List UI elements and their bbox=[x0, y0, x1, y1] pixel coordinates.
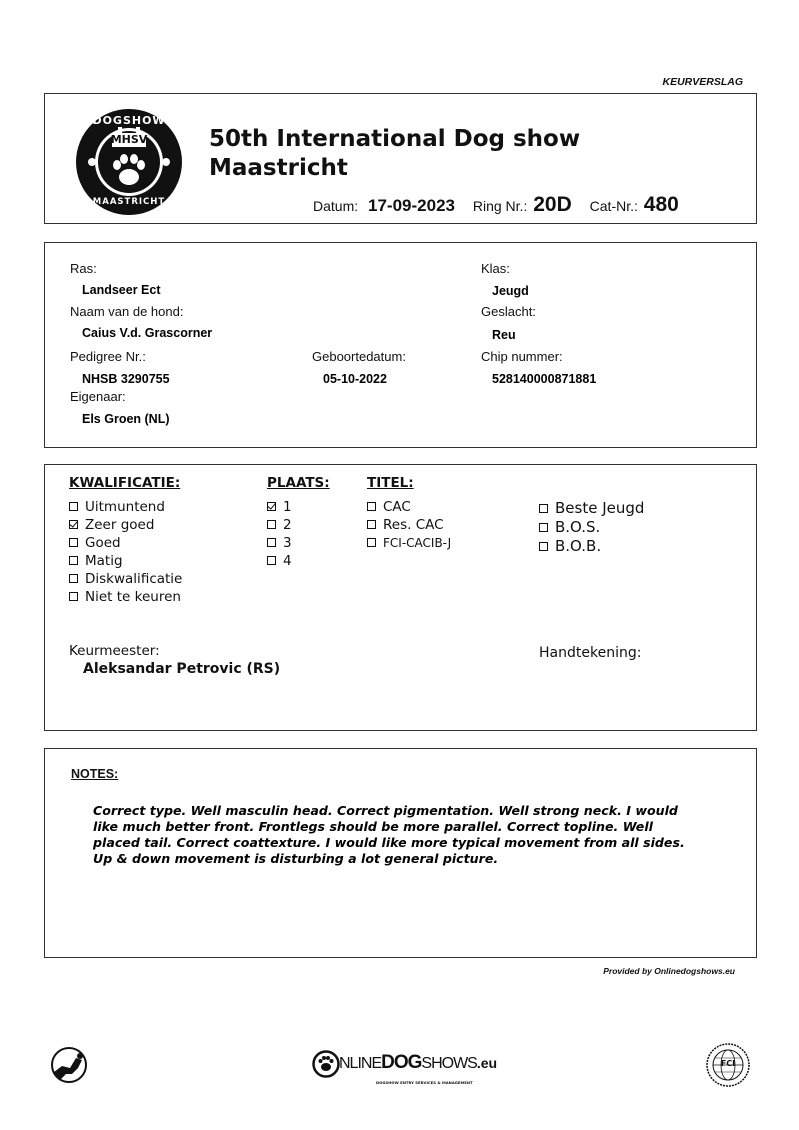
notes-text bbox=[93, 803, 743, 867]
eigenaar-value: Els Groen (NL) bbox=[82, 412, 170, 426]
brand-part: NLINE bbox=[339, 1055, 382, 1072]
logo-initials: MHSV bbox=[110, 133, 148, 146]
plaats-2[interactable] bbox=[267, 516, 292, 534]
plaats-header: PLAATS: bbox=[267, 475, 330, 491]
mhsv-logo bbox=[74, 107, 184, 217]
dog-info-box bbox=[44, 242, 757, 448]
checkbox[interactable] bbox=[539, 542, 548, 551]
ras-value: Landseer Ect bbox=[82, 283, 161, 297]
fci-seal bbox=[705, 1042, 751, 1088]
pedigree-label: Pedigree Nr.: bbox=[70, 349, 146, 364]
option-label: Matig bbox=[85, 553, 123, 569]
chip-value: 528140000871881 bbox=[492, 372, 597, 386]
option-label: CAC bbox=[383, 499, 411, 515]
ring-value: 20D bbox=[533, 193, 572, 216]
kwalificatie-diskwalificatie[interactable] bbox=[69, 570, 182, 588]
ring-label: Ring Nr.: bbox=[472, 198, 528, 214]
geboorte-label: Geboortedatum: bbox=[312, 349, 406, 364]
ras-label: Ras: bbox=[70, 261, 97, 276]
keurmeester-value: Aleksandar Petrovic (RS) bbox=[83, 661, 281, 677]
titel-cac[interactable] bbox=[367, 498, 451, 516]
provided-by: Provided by Onlinedogshows.eu bbox=[603, 966, 735, 976]
checkbox[interactable] bbox=[367, 538, 376, 547]
show-meta bbox=[313, 193, 679, 217]
checkbox[interactable] bbox=[69, 592, 78, 601]
option-label: Res. CAC bbox=[383, 517, 444, 533]
notes-line: like much better front. Frontlegs should be more parallel. Correct topline. Well bbox=[93, 819, 653, 834]
geslacht-value: Reu bbox=[492, 328, 516, 342]
pedigree-value: NHSB 3290755 bbox=[82, 372, 170, 386]
chip-label: Chip nummer: bbox=[481, 349, 563, 364]
extra-bob[interactable] bbox=[539, 537, 644, 556]
option-label: FCI-CACIB-J bbox=[383, 536, 452, 550]
kwalificatie-zeer-goed[interactable] bbox=[69, 516, 182, 534]
checkbox-checked[interactable] bbox=[69, 520, 78, 529]
notes-line: Up & down movement is disturbing a lot general picture. bbox=[93, 851, 499, 866]
checkbox[interactable] bbox=[367, 502, 376, 511]
option-label: Diskwalificatie bbox=[85, 571, 183, 587]
header-box bbox=[44, 93, 757, 224]
onlinedogshows-logo bbox=[312, 1049, 498, 1093]
option-label: 3 bbox=[283, 535, 292, 551]
brand-wordmark bbox=[339, 1052, 497, 1074]
plaats-list bbox=[267, 498, 292, 570]
naam-value: Caius V.d. Grascorner bbox=[82, 326, 213, 340]
fci-text: FCI bbox=[720, 1059, 736, 1068]
kwalificatie-niet-te-keuren[interactable] bbox=[69, 588, 182, 606]
datum-value: 17-09-2023 bbox=[368, 196, 455, 215]
notes-line: placed tail. Correct coattexture. I would like more typical movement from all sides. bbox=[93, 835, 685, 850]
checkbox[interactable] bbox=[267, 538, 276, 547]
judging-box bbox=[44, 464, 757, 731]
checkbox[interactable] bbox=[267, 520, 276, 529]
brand-tagline: DOGSHOW ENTRY SERVICES & MANAGEMENT bbox=[376, 1080, 473, 1085]
checkbox[interactable] bbox=[267, 556, 276, 565]
plaats-4[interactable] bbox=[267, 552, 292, 570]
checkbox-checked[interactable] bbox=[267, 502, 276, 511]
option-label: Niet te keuren bbox=[85, 589, 181, 605]
plaats-3[interactable] bbox=[267, 534, 292, 552]
plaats-1[interactable] bbox=[267, 498, 292, 516]
titel-list bbox=[367, 498, 451, 552]
checkbox[interactable] bbox=[539, 504, 548, 513]
dog-circle-icon bbox=[48, 1044, 90, 1090]
kwalificatie-uitmuntend[interactable] bbox=[69, 498, 182, 516]
option-label: 1 bbox=[283, 499, 292, 515]
notes-header: NOTES: bbox=[71, 767, 119, 781]
option-label: B.O.B. bbox=[555, 537, 602, 555]
datum-label: Datum: bbox=[313, 198, 359, 214]
option-label: Goed bbox=[85, 535, 121, 551]
option-label: Zeer goed bbox=[85, 517, 155, 533]
checkbox[interactable] bbox=[367, 520, 376, 529]
logo-bottom-text: MAASTRICHT bbox=[92, 197, 166, 207]
kwalificatie-list bbox=[69, 498, 182, 606]
checkbox[interactable] bbox=[69, 556, 78, 565]
option-label: Uitmuntend bbox=[85, 499, 165, 515]
brand-part-bold: DOG bbox=[381, 1052, 422, 1073]
geboorte-value: 05-10-2022 bbox=[323, 372, 387, 386]
checkbox[interactable] bbox=[69, 502, 78, 511]
checkbox[interactable] bbox=[69, 574, 78, 583]
naam-label: Naam van de hond: bbox=[70, 304, 184, 319]
titel-res-cac[interactable] bbox=[367, 516, 451, 534]
checkbox[interactable] bbox=[539, 523, 548, 532]
checkbox[interactable] bbox=[69, 538, 78, 547]
brand-part-bold: .eu bbox=[476, 1055, 498, 1071]
titel-header: TITEL: bbox=[367, 475, 414, 491]
keurmeester-label: Keurmeester: bbox=[69, 643, 160, 659]
document-type: KEURVERSLAG bbox=[662, 76, 743, 88]
logo-top-text: DOGSHOW bbox=[92, 114, 166, 127]
option-label: B.O.S. bbox=[555, 518, 601, 536]
kwalificatie-goed[interactable] bbox=[69, 534, 182, 552]
notes-line: Correct type. Well masculin head. Correct pigmentation. Well strong neck. I would bbox=[93, 803, 678, 818]
option-label: Beste Jeugd bbox=[555, 499, 645, 517]
cat-value: 480 bbox=[643, 193, 679, 216]
extra-bos[interactable] bbox=[539, 518, 644, 537]
notes-box bbox=[44, 748, 757, 958]
klas-label: Klas: bbox=[481, 261, 510, 276]
show-title-line1: 50th International Dog show bbox=[209, 126, 581, 152]
klas-value: Jeugd bbox=[492, 284, 529, 298]
kwalificatie-matig[interactable] bbox=[69, 552, 182, 570]
handtekening-label: Handtekening: bbox=[539, 645, 642, 661]
option-label: 4 bbox=[283, 553, 292, 569]
paw-circle-icon bbox=[312, 1050, 340, 1078]
brand-part: SHOWS bbox=[421, 1055, 477, 1072]
extra-beste-jeugd[interactable] bbox=[539, 499, 644, 518]
show-title-line2: Maastricht bbox=[209, 155, 348, 181]
titel-fci-cacib-j[interactable] bbox=[367, 534, 451, 552]
geslacht-label: Geslacht: bbox=[481, 304, 536, 319]
eigenaar-label: Eigenaar: bbox=[70, 389, 126, 404]
cat-label: Cat-Nr.: bbox=[589, 198, 638, 214]
extra-titles-list bbox=[539, 499, 644, 556]
kwalificatie-header: KWALIFICATIE: bbox=[69, 475, 181, 491]
option-label: 2 bbox=[283, 517, 292, 533]
